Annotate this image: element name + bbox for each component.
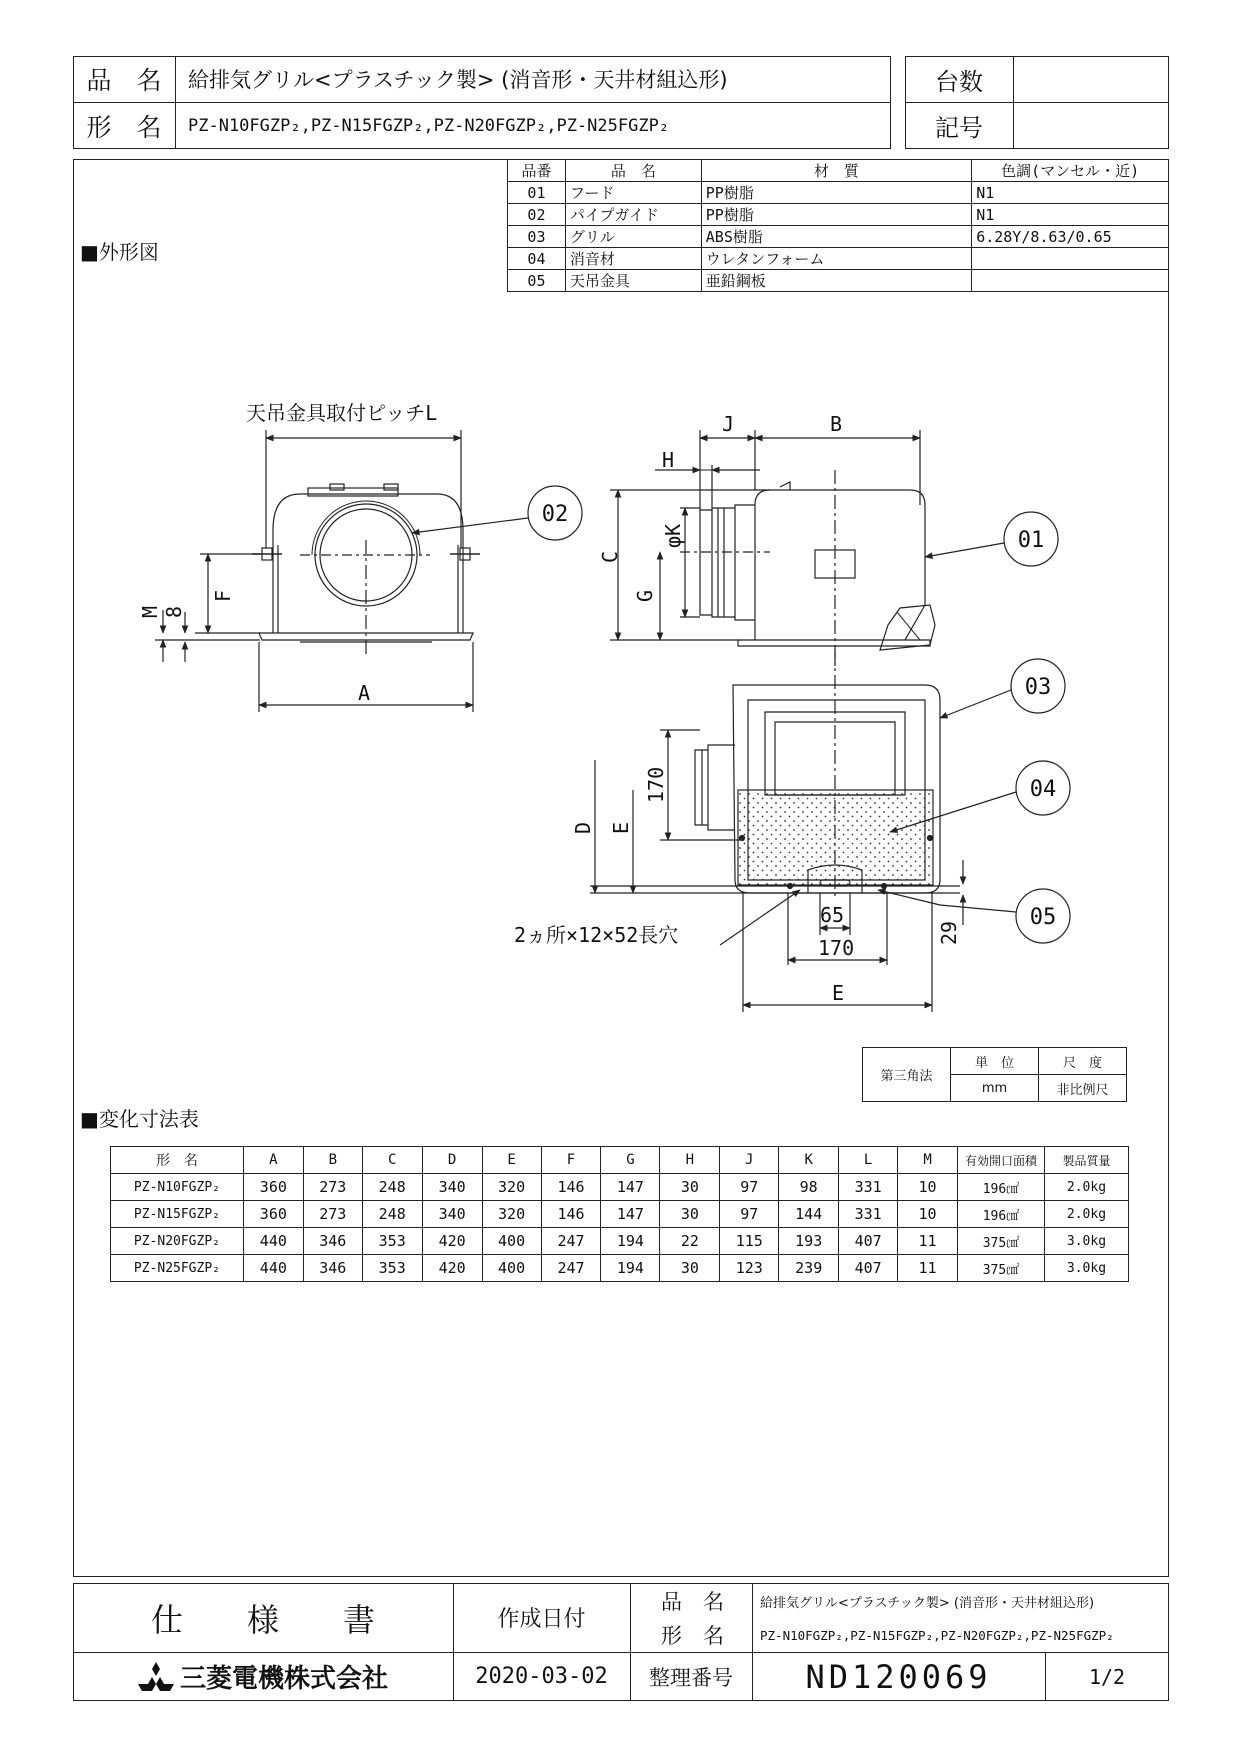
dim-cell: 115 [720, 1228, 779, 1255]
part-material: 亜鉛鋼板 [701, 270, 971, 292]
callout-04: 04 [1029, 777, 1057, 802]
dim-cell: 320 [482, 1201, 541, 1228]
dim-cell: 146 [541, 1174, 601, 1201]
part-number: 03 [508, 226, 566, 248]
dim-cell: 98 [779, 1174, 839, 1201]
dim-cell: 147 [601, 1201, 660, 1228]
dim-cell: 30 [660, 1255, 720, 1282]
part-name: 天吊金具 [565, 270, 701, 292]
dim-F-label: F [211, 589, 235, 602]
dim-cell: 353 [362, 1228, 422, 1255]
dim-cell: 407 [839, 1255, 898, 1282]
dim-cell: 400 [482, 1228, 541, 1255]
dimension-table [110, 1146, 1129, 1282]
dim-cell: 440 [243, 1255, 303, 1282]
company-logo-icon [138, 1662, 174, 1692]
dim-cell: 353 [362, 1255, 422, 1282]
company-text: 三菱電機株式会社 [179, 1664, 388, 1694]
dim-cell: 360 [243, 1174, 303, 1201]
callout-01: 01 [1017, 528, 1045, 553]
dim-cell: 239 [779, 1255, 839, 1282]
company-name [73, 1652, 453, 1701]
date-label: 作成日付 [497, 1607, 586, 1632]
dim-cell: 196㎠ [958, 1201, 1045, 1228]
dim-8-label: 8 [162, 605, 186, 618]
dim-header: H [660, 1147, 720, 1174]
dim-header: 形 名 [111, 1147, 244, 1174]
dim-cell: 193 [779, 1228, 839, 1255]
model-names: PZ-N10FGZP₂,PZ-N15FGZP₂,PZ-N20FGZP₂,PZ-N25FGZP₂ [188, 115, 670, 136]
dim-cell: PZ-N20FGZP₂ [111, 1228, 244, 1255]
dim-cell: 331 [839, 1201, 898, 1228]
dim-cell: 320 [482, 1174, 541, 1201]
projection-label: 第三角法 [863, 1048, 951, 1102]
callout-05: 05 [1029, 905, 1057, 930]
dim-header: D [422, 1147, 482, 1174]
dim-cell: 331 [839, 1174, 898, 1201]
quantity-label: 台数 [935, 67, 983, 96]
dim-cell: 273 [303, 1174, 362, 1201]
dim-row [111, 1201, 1129, 1228]
dim-table-section-title: ■変化寸法表 [80, 1107, 199, 1131]
dim-cell: 146 [541, 1201, 601, 1228]
dim-cell: 247 [541, 1255, 601, 1282]
dim-cell: 420 [422, 1228, 482, 1255]
ref-value: ND120069 [805, 1657, 992, 1696]
dim-cell: PZ-N10FGZP₂ [111, 1174, 244, 1201]
dim-cell: 10 [898, 1174, 958, 1201]
part-number: 02 [508, 204, 566, 226]
dim-cell: 248 [362, 1201, 422, 1228]
part-name: 消音材 [565, 248, 701, 270]
unit-value: mm [951, 1075, 1039, 1102]
footer-product-name: 給排気グリル<プラスチック製> (消音形・天井材組込形) [760, 1595, 1095, 1611]
dim-cell: 247 [541, 1228, 601, 1255]
dim-header: M [898, 1147, 958, 1174]
part-color: 6.28Y/8.63/0.65 [972, 226, 1169, 248]
side-view [610, 430, 1058, 670]
scale-value: 非比例尺 [1039, 1075, 1127, 1102]
pitch-label: 天吊金具取付ピッチL [246, 401, 438, 425]
dim-K-label: φK [661, 523, 685, 548]
callout-02: 02 [541, 502, 569, 527]
dim-cell: 420 [422, 1255, 482, 1282]
part-number: 05 [508, 270, 566, 292]
dim-cell: 22 [660, 1228, 720, 1255]
part-material: PP樹脂 [701, 182, 971, 204]
part-material: ウレタンフォーム [701, 248, 971, 270]
dim-cell: 340 [422, 1201, 482, 1228]
dim-cell: 346 [303, 1255, 362, 1282]
dim-cell: 10 [898, 1201, 958, 1228]
dim-cell: 2.0kg [1044, 1174, 1128, 1201]
dim-cell: 194 [601, 1228, 660, 1255]
dim-65-label: 65 [820, 903, 845, 927]
model-label: 形 名 [86, 112, 162, 142]
dim-cell: 346 [303, 1228, 362, 1255]
parts-header: 材 質 [701, 160, 971, 182]
dim-cell: 11 [898, 1228, 958, 1255]
dim-J-label: J [722, 412, 735, 436]
dim-cell: 400 [482, 1255, 541, 1282]
dim-cell: 340 [422, 1174, 482, 1201]
dim-B-label: B [830, 412, 843, 436]
dim-cell: 2.0kg [1044, 1201, 1128, 1228]
dim-cell: 123 [720, 1255, 779, 1282]
product-name: 給排気グリル<プラスチック製> (消音形・天井材組込形) [188, 68, 728, 92]
front-view [155, 430, 582, 712]
dim-cell: 194 [601, 1255, 660, 1282]
dim-cell: 375㎠ [958, 1228, 1045, 1255]
outline-section-title: ■外形図 [80, 240, 159, 264]
scale-label: 尺 度 [1039, 1048, 1127, 1075]
dim-29-label: 29 [937, 920, 961, 945]
dim-cell: PZ-N15FGZP₂ [111, 1201, 244, 1228]
slot-label: 2ヵ所×12×52長穴 [514, 923, 679, 947]
dim-cell: 360 [243, 1201, 303, 1228]
dim-cell: 97 [720, 1201, 779, 1228]
dim-C-label: C [598, 550, 622, 563]
dim-cell: 248 [362, 1174, 422, 1201]
dim-D-label: D [571, 821, 595, 834]
footer-product-label: 品 名 [661, 1590, 724, 1614]
dim-row [111, 1255, 1129, 1282]
ref-label: 整理番号 [649, 1665, 733, 1690]
parts-header: 色調(マンセル・近) [972, 160, 1169, 182]
part-material: ABS樹脂 [701, 226, 971, 248]
part-color: N1 [972, 204, 1169, 226]
dim-E-bottom-label: E [832, 981, 845, 1005]
page-number: 1/2 [1088, 1664, 1126, 1689]
part-material: PP樹脂 [701, 204, 971, 226]
dim-header: A [243, 1147, 303, 1174]
product-name-label: 品 名 [86, 66, 162, 95]
dim-header: F [541, 1147, 601, 1174]
part-number: 04 [508, 248, 566, 270]
dim-M-label: M [138, 605, 162, 618]
footer-model-label: 形 名 [661, 1624, 724, 1648]
dim-header: C [362, 1147, 422, 1174]
dim-A-label: A [358, 681, 371, 705]
dim-row [111, 1174, 1129, 1201]
dim-G-label: G [633, 589, 657, 602]
dim-E-side-label: E [609, 821, 633, 834]
dim-cell: 196㎠ [958, 1174, 1045, 1201]
dim-row [111, 1228, 1129, 1255]
dim-cell: 147 [601, 1174, 660, 1201]
dim-header: E [482, 1147, 541, 1174]
dim-cell: PZ-N25FGZP₂ [111, 1255, 244, 1282]
dim-cell: 30 [660, 1201, 720, 1228]
dim-header: B [303, 1147, 362, 1174]
dim-cell: 3.0kg [1044, 1228, 1128, 1255]
dim-cell: 144 [779, 1201, 839, 1228]
dim-170-horiz-label: 170 [818, 936, 855, 960]
part-number: 01 [508, 182, 566, 204]
dim-H-label: H [662, 448, 675, 472]
doc-type: 仕 様 書 [150, 1600, 375, 1639]
dim-header: G [601, 1147, 660, 1174]
symbol-label: 記号 [935, 114, 983, 142]
dim-header-row [111, 1147, 1129, 1174]
date-value: 2020-03-02 [475, 1664, 608, 1689]
dim-cell: 407 [839, 1228, 898, 1255]
parts-header: 品番 [508, 160, 566, 182]
dim-header: L [839, 1147, 898, 1174]
dim-cell: 440 [243, 1228, 303, 1255]
part-color: N1 [972, 182, 1169, 204]
dim-header: 製品質量 [1044, 1147, 1128, 1174]
legend-table [862, 1047, 1127, 1102]
part-name: パイプガイド [565, 204, 701, 226]
part-name: グリル [565, 226, 701, 248]
dim-cell: 273 [303, 1201, 362, 1228]
dim-170-vert-label: 170 [644, 766, 668, 803]
dim-cell: 3.0kg [1044, 1255, 1128, 1282]
dim-cell: 11 [898, 1255, 958, 1282]
dim-header: J [720, 1147, 779, 1174]
dim-cell: 30 [660, 1174, 720, 1201]
dim-header: 有効開口面積 [958, 1147, 1045, 1174]
parts-header: 品 名 [565, 160, 701, 182]
dim-header: K [779, 1147, 839, 1174]
unit-label: 単 位 [951, 1048, 1039, 1075]
part-name: フード [565, 182, 701, 204]
dim-cell: 375㎠ [958, 1255, 1045, 1282]
callout-03: 03 [1024, 675, 1052, 700]
footer-model-names: PZ-N10FGZP₂,PZ-N15FGZP₂,PZ-N20FGZP₂,PZ-N25FGZP₂ [760, 1627, 1114, 1643]
dim-cell: 97 [720, 1174, 779, 1201]
